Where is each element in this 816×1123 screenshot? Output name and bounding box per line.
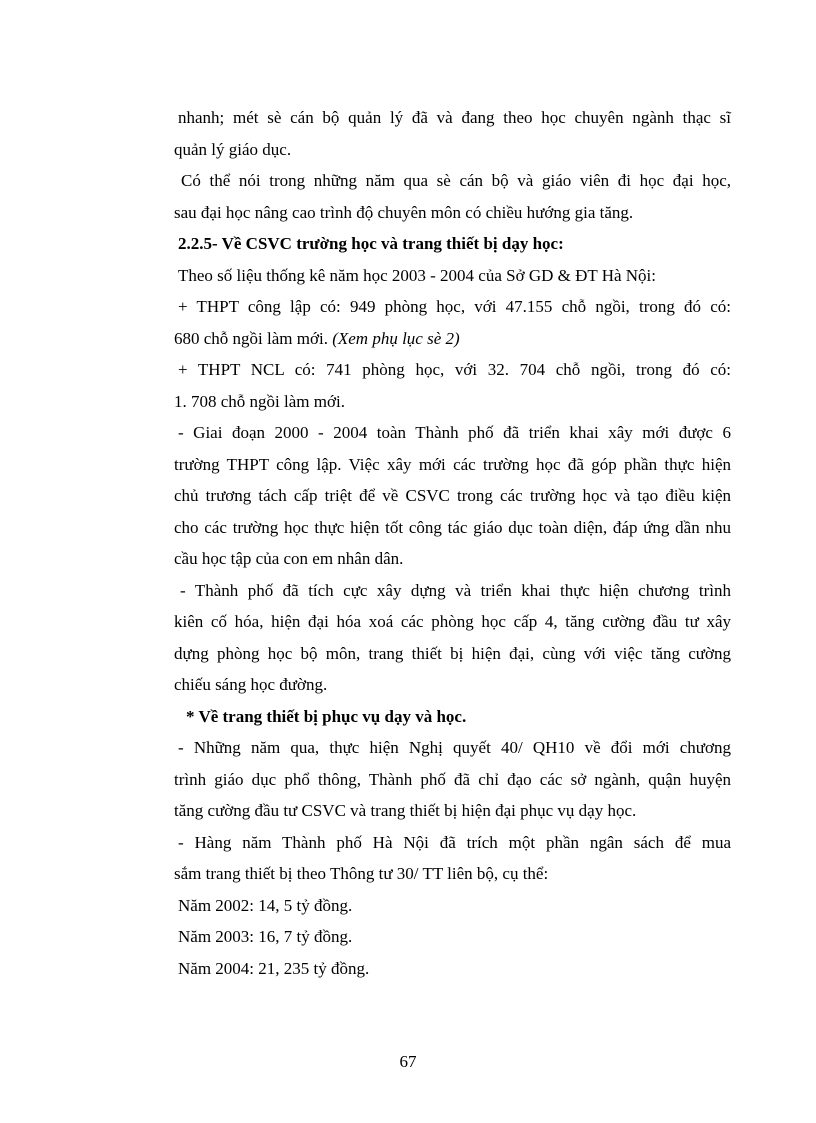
text-line: 1. 708 chỗ ngồi làm mới. xyxy=(174,391,345,411)
budget-year-2003: Năm 2003: 16, 7 tỷ đồng. xyxy=(178,927,353,946)
text-line: dựng phòng học bộ môn, trang thiết bị hiện đại, cùng với việc tăng cường xyxy=(174,643,731,663)
appendix-reference: (Xem phụ lục sè 2) xyxy=(332,328,460,348)
paragraph-8 xyxy=(174,732,731,827)
text-line: Theo số liệu thống kê năm học 2003 - 2004 của Sở GD & ĐT Hà Nội: xyxy=(178,265,656,285)
text-line: Có thể nói trong những năm qua sè cán bộ và giáo viên đi học đại học, xyxy=(181,171,731,190)
paragraph-5 xyxy=(174,354,731,417)
text-line: cầu học tập của con em nhân dân. xyxy=(174,549,404,568)
text-line: - Hàng năm Thành phố Hà Nội đã trích một phần ngân sách để mua xyxy=(178,832,731,852)
text-line: cho các trường học thực hiện tốt công tác giáo dục toàn diện, đáp ứng dần nhu xyxy=(174,517,731,537)
paragraph-1 xyxy=(174,102,731,165)
text-line: - Giai đoạn 2000 - 2004 toàn Thành phố đã triển khai xây mới được 6 xyxy=(178,423,731,442)
text-span: 680 chỗ ngồi làm mới. xyxy=(174,328,333,348)
text-line: nhanh; mét sè cán bộ quản lý đã và đang theo học chuyên ngành thạc sĩ xyxy=(178,108,731,127)
paragraph-6 xyxy=(174,417,731,575)
text-line xyxy=(174,323,731,355)
text-line: - Thành phố đã tích cực xây dựng và triển khai thực hiện chương trình xyxy=(180,580,731,600)
text-line: trường THPT công lập. Việc xây mới các trường học đã góp phần thực hiện xyxy=(174,454,731,474)
budget-year-2004: Năm 2004: 21, 235 tỷ đồng. xyxy=(178,958,370,978)
section-heading: 2.2.5- Về CSVC trường học và trang thiết bị dạy học: xyxy=(178,234,564,253)
text-line: + THPT công lập có: 949 phòng học, với 47.155 chỗ ngồi, trong đó có: xyxy=(178,297,731,316)
text-line: chiếu sáng học đường. xyxy=(174,675,328,694)
subsection-heading: * Về trang thiết bị phục vụ dạy và học. xyxy=(186,706,467,726)
text-line: chủ trương tách cấp triệt để về CSVC trong các trường học và tạo điều kiện xyxy=(174,486,731,505)
text-line: + THPT NCL có: 741 phòng học, với 32. 704 chỗ ngồi, trong đó có: xyxy=(178,360,731,379)
page-body xyxy=(174,102,731,984)
text-line: trình giáo dục phổ thông, Thành phố đã chỉ đạo các sở ngành, quận huyện xyxy=(174,769,731,789)
page-number: 67 xyxy=(399,1052,417,1071)
budget-year-2002: Năm 2002: 14, 5 tỷ đồng. xyxy=(178,895,353,915)
text-line: tăng cường đầu tư CSVC và trang thiết bị hiện đại phục vụ dạy học. xyxy=(174,801,637,820)
paragraph-9 xyxy=(174,827,731,890)
text-line: kiên cố hóa, hiện đại hóa xoá các phòng học cấp 4, tăng cường đầu tư xây xyxy=(174,612,731,631)
text-line: - Những năm qua, thực hiện Nghị quyết 40/ QH10 về đổi mới chương xyxy=(178,738,731,757)
text-line: sau đại học nâng cao trình độ chuyên môn có chiều hướng gia tăng. xyxy=(174,202,634,222)
paragraph-4 xyxy=(174,291,731,354)
text-line: quản lý giáo dục. xyxy=(174,139,292,159)
paragraph-7 xyxy=(174,575,731,701)
paragraph-2 xyxy=(174,165,731,228)
text-line: sắm trang thiết bị theo Thông tư 30/ TT liên bộ, cụ thể: xyxy=(174,864,549,883)
